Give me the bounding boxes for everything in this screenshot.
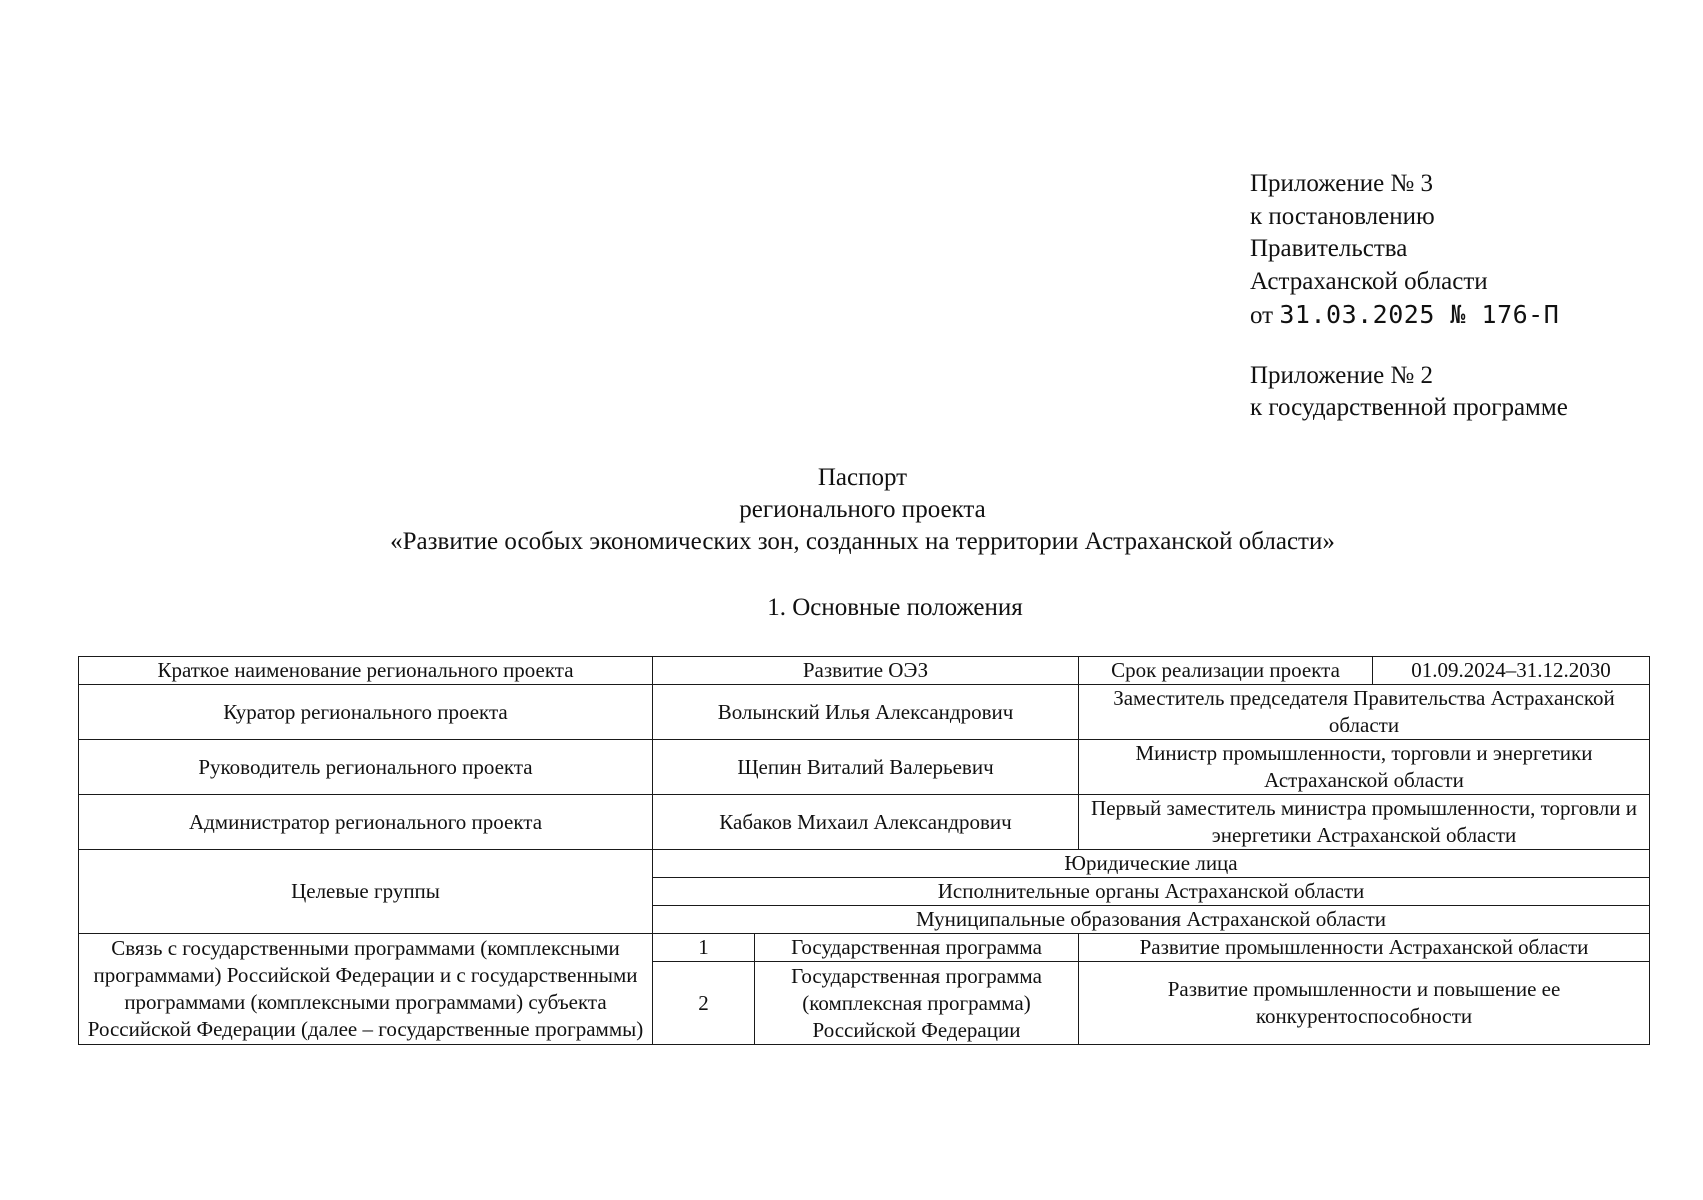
table-row xyxy=(79,740,1650,795)
title-line-3: «Развитие особых экономических зон, созданных на территории Астраханской области» xyxy=(390,528,1335,555)
appendix-3-line-2: к постановлению xyxy=(1250,202,1435,230)
head-name: Щепин Виталий Валерьевич xyxy=(653,740,1079,795)
program-link-type: Государственная программа xyxy=(755,934,1079,962)
appendix-3-line-4: Астраханской области xyxy=(1250,267,1488,295)
table-row xyxy=(79,795,1650,850)
table-row xyxy=(79,657,1650,685)
target-group-item: Исполнительные органы Астраханской области xyxy=(653,878,1650,906)
table-row xyxy=(79,850,1650,878)
target-groups-label: Целевые группы xyxy=(79,850,653,934)
section-heading: 1. Основные положения xyxy=(767,594,1023,621)
admin-name: Кабаков Михаил Александрович xyxy=(653,795,1079,850)
appendix-2-line-2: к государственной программе xyxy=(1250,394,1568,421)
program-link-type: Государственная программа (комплексная программа) Российской Федерации xyxy=(755,962,1079,1045)
program-link-label: Связь с государственными программами (комплексными программами) Российской Федерации и с государственными программами (комплексными программами) субъекта Российской Федерации (далее – государственные программы) xyxy=(79,934,653,1045)
curator-label: Куратор регионального проекта xyxy=(79,685,653,740)
appendix-3-line-3: Правительства xyxy=(1250,235,1408,262)
title-line-2: регионального проекта xyxy=(739,496,986,523)
table-row xyxy=(79,934,1650,962)
document-title xyxy=(0,462,1703,558)
date-stamp: 31.03.2025 № 176-П xyxy=(1279,300,1560,329)
term-value: 01.09.2024–31.12.2030 xyxy=(1373,657,1650,685)
admin-label: Администратор регионального проекта xyxy=(79,795,653,850)
table-row xyxy=(79,685,1650,740)
appendix-3-line-1: Приложение № 3 xyxy=(1250,170,1434,197)
title-line-1: Паспорт xyxy=(817,464,908,491)
program-link-number: 2 xyxy=(653,962,755,1045)
date-prefix: от xyxy=(1250,302,1274,329)
passport-table xyxy=(78,656,1650,1045)
head-position: Министр промышленности, торговли и энергетики Астраханской области xyxy=(1079,740,1650,795)
resolution-date-line xyxy=(1250,299,1670,333)
short-name-label: Краткое наименование регионального проекта xyxy=(79,657,653,685)
header-gap xyxy=(1250,333,1670,360)
term-label: Срок реализации проекта xyxy=(1079,657,1373,685)
program-link-number: 1 xyxy=(653,934,755,962)
short-name-value: Развитие ОЭЗ xyxy=(653,657,1079,685)
document-header xyxy=(1250,168,1670,425)
program-link-name: Развитие промышленности Астраханской области xyxy=(1079,934,1650,962)
head-label: Руководитель регионального проекта xyxy=(79,740,653,795)
target-group-item: Юридические лица xyxy=(653,850,1650,878)
target-group-item: Муниципальные образования Астраханской области xyxy=(653,906,1650,934)
program-link-name: Развитие промышленности и повышение ее конкурентоспособности xyxy=(1079,962,1650,1045)
appendix-2-line-1: Приложение № 2 xyxy=(1250,361,1434,389)
admin-position: Первый заместитель министра промышленности, торговли и энергетики Астраханской области xyxy=(1079,795,1650,850)
curator-position: Заместитель председателя Правительства Астраханской области xyxy=(1079,685,1650,740)
curator-name: Волынский Илья Александрович xyxy=(653,685,1079,740)
